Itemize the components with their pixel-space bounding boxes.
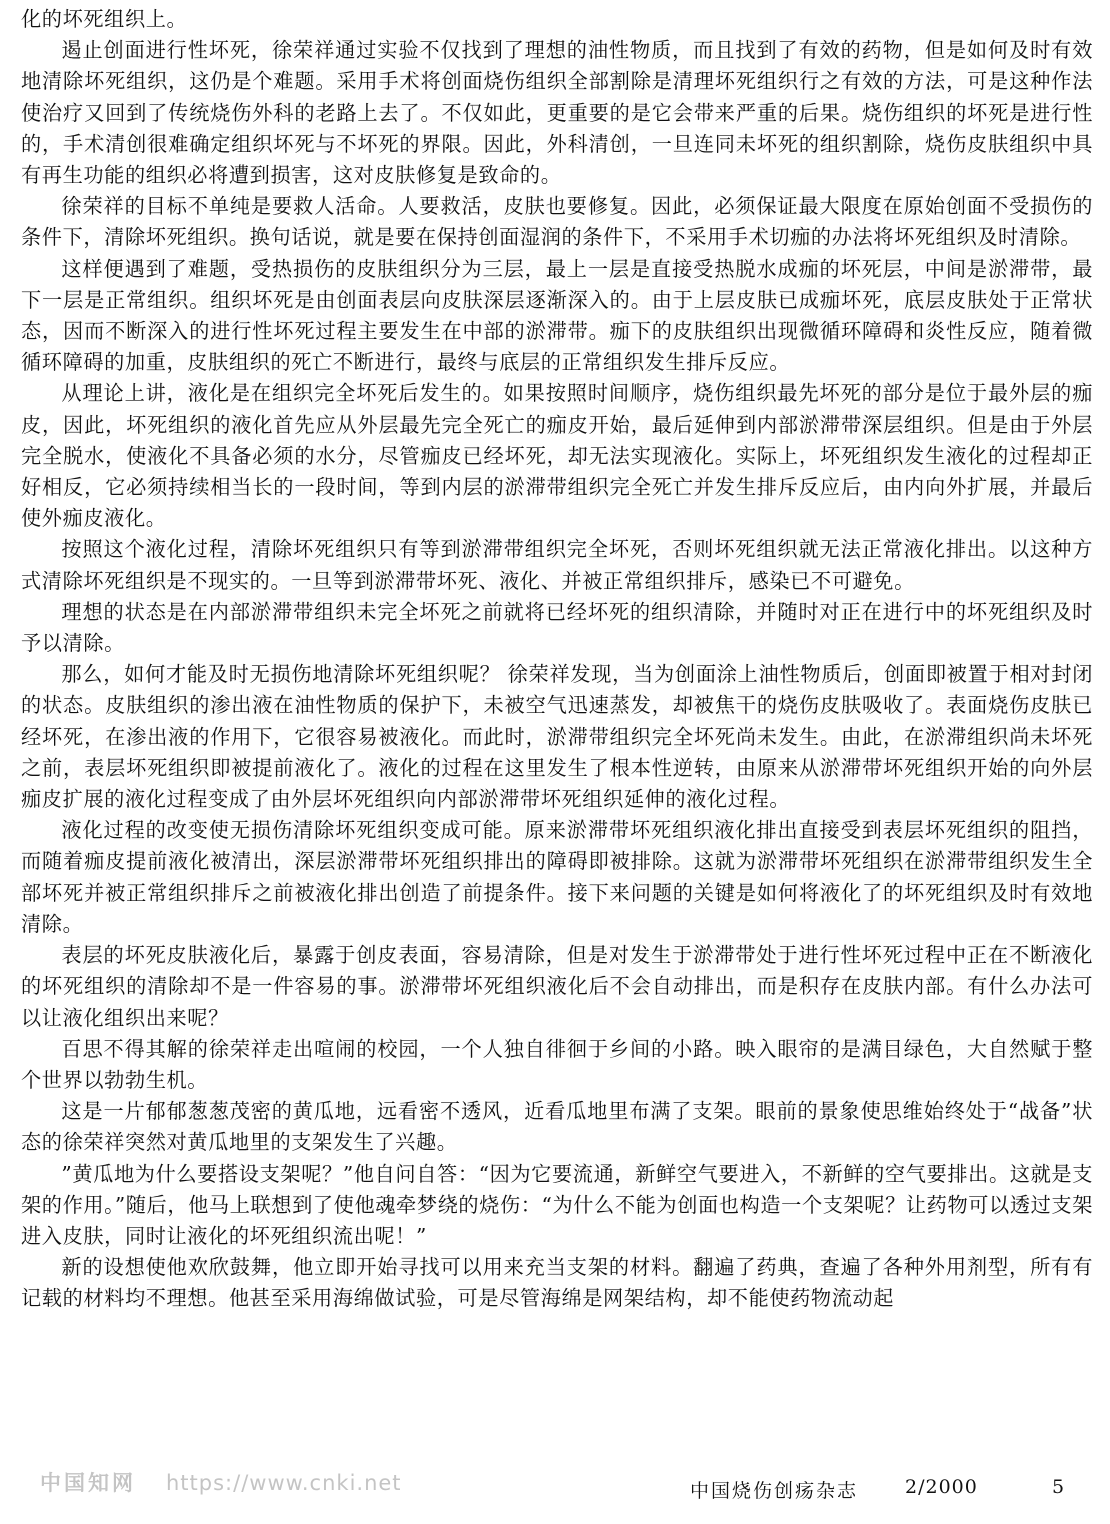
paragraph: 按照这个液化过程，清除坏死组织只有等到淤滞带组织完全坏死，否则坏死组织就无法正常液化排出。以这种方式清除坏死组织是不现实的。一旦等到淤滞带坏死、液化、并被正常组织排斥，感染已不可避免。 xyxy=(21,537,1093,593)
paragraph: 百思不得其解的徐荣祥走出喧闹的校园，一个人独自徘徊于乡间的小路。映入眼帘的是满目绿色，大自然赋于整个世界以勃勃生机。 xyxy=(21,1036,1093,1092)
paragraph: 从理论上讲，液化是在组织完全坏死后发生的。如果按照时间顺序，烧伤组织最先坏死的部分是位于最外层的痂皮，因此，坏死组织的液化首先应从外层最先完全死亡的痂皮开始，最后延伸到内部淤滞带深层组织。但是由于外层完全脱水，使液化不具备必须的水分，尽管痂皮已经坏死，却无法实现液化。实际上，坏死组织发生液化的过程却正好相反，它必须持续相当长的一段时间，等到内层的淤滞带组织完全死亡并发生排斥反应后，由内向外扩展，并最后使外痂皮液化。 xyxy=(21,381,1093,531)
article-body xyxy=(21,4,1093,1315)
paragraph: 这样便遇到了难题，受热损伤的皮肤组织分为三层，最上一层是直接受热脱水成痂的坏死层，中间是淤滞带，最下一层是正常组织。组织坏死是由创面表层向皮肤深层逐渐深入的。由于上层皮肤已成痂坏死，底层皮肤处于正常状态，因而不断深入的进行性坏死过程主要发生在中部的淤滞带。痂下的皮肤组织出现微循环障碍和炎性反应，随着微循环障碍的加重，皮肤组织的死亡不断进行，最终与底层的正常组织发生排斥反应。 xyxy=(21,256,1093,375)
watermark-logo: 中国知网 xyxy=(40,1471,136,1495)
paragraph: 液化过程的改变使无损伤清除坏死组织变成可能。原来淤滞带坏死组织液化排出直接受到表层坏死组织的阻挡，而随着痂皮提前液化被清出，深层淤滞带坏死组织排出的障碍即被排除。这就为淤滞带坏死组织在淤滞带组织发生全部坏死并被正常组织排斥之前被液化排出创造了前提条件。接下来问题的关键是如何将液化了的坏死组织及时有效地清除。 xyxy=(21,818,1093,936)
paragraph: ”黄瓜地为什么要搭设支架呢？”他自问自答：“因为它要流通，新鲜空气要进入，不新鲜的空气要排出。这就是支架的作用。”随后，他马上联想到了使他魂牵梦绕的烧伤：“为什么不能为创面也构造一个支架呢？让药物可以透过支架进入皮肤，同时让液化的坏死组织流出呢！” xyxy=(21,1161,1093,1248)
paragraph-continuation: 化的坏死组织上。 xyxy=(21,7,188,31)
watermark-url: https://www.cnki.net xyxy=(166,1471,402,1495)
issue-number: 2/2000 xyxy=(905,1476,978,1498)
journal-title: 中国烧伤创疡杂志 xyxy=(690,1480,859,1502)
paragraph: 这是一片郁郁葱葱茂密的黄瓜地，远看密不透风，近看瓜地里布满了支架。眼前的景象使思维始终处于“战备”状态的徐荣祥突然对黄瓜地里的支架发生了兴趣。 xyxy=(21,1099,1093,1155)
paragraph: 徐荣祥的目标不单纯是要救人活命。人要救活，皮肤也要修复。因此，必须保证最大限度在原始创面不受损伤的条件下，清除坏死组织。换句话说，就是要在保持创面湿润的条件下，不采用手术切痂的办法将坏死组织及时清除。 xyxy=(21,194,1093,250)
page-number: 5 xyxy=(1052,1476,1065,1498)
paragraph: 新的设想使他欢欣鼓舞，他立即开始寻找可以用来充当支架的材料。翻遍了药典，查遍了各种外用剂型，所有有记载的材料均不理想。他甚至采用海绵做试验，可是尽管海绵是网架结构，却不能使药物流动起 xyxy=(21,1255,1093,1311)
paragraph: 那么，如何才能及时无损伤地清除坏死组织呢？ 徐荣祥发现，当为创面涂上油性物质后，创面即被置于相对封闭的状态。皮肤组织的渗出液在油性物质的保护下，未被空气迅速蒸发，却被焦干的烧伤皮肤吸收了。表面烧伤皮肤已经坏死，在渗出液的作用下，它很容易被液化。而此时，淤滞带组织完全坏死尚未发生。由此，在淤滞组织尚未坏死之前，表层坏死组织即被提前液化了。液化的过程在这里发生了根本性逆转，由原来从淤滞带坏死组织开始的向外层痂皮扩展的液化过程变成了由外层坏死组织向内部淤滞带坏死组织延伸的液化过程。 xyxy=(21,662,1093,812)
paragraph: 理想的状态是在内部淤滞带组织未完全坏死之前就将已经坏死的组织清除，并随时对正在进行中的坏死组织及时予以清除。 xyxy=(21,599,1093,656)
paragraph: 表层的坏死皮肤液化后，暴露于创皮表面，容易清除，但是对发生于淤滞带处于进行性坏死过程中正在不断液化的坏死组织的清除却不是一件容易的事。淤滞带坏死组织液化后不会自动排出，而是积存在皮肤内部。有什么办法可以让液化组织出来呢？ xyxy=(21,943,1093,1030)
cnki-watermark xyxy=(40,1467,402,1497)
paragraph: 遏止创面进行性坏死，徐荣祥通过实验不仅找到了理想的油性物质，而且找到了有效的药物，但是如何及时有效地清除坏死组织，这仍是个难题。采用手术将创面烧伤组织全部割除是清理坏死组织行之有效的方法，可是这种作法使治疗又回到了传统烧伤外科的老路上去了。不仅如此，更重要的是它会带来严重的后果。烧伤组织的坏死是进行性的，手术清创很难确定组织坏死与不坏死的界限。因此，外科清创，一旦连同未坏死的组织割除，烧伤皮肤组织中具有再生功能的组织必将遭到损害，这对皮肤修复是致命的。 xyxy=(21,38,1093,188)
